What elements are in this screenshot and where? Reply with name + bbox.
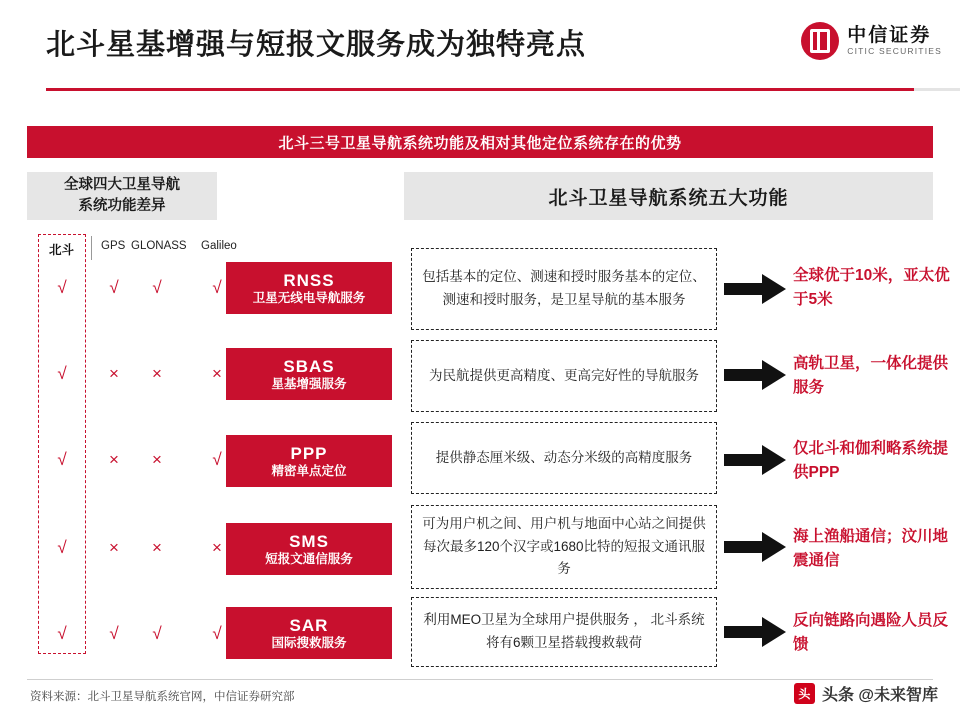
brand-name-cn: 中信证券 <box>847 24 932 46</box>
column-header-galileo: Galileo <box>201 240 237 252</box>
service-outcome-sar: 反向链路向遇险人员反馈 <box>793 612 949 654</box>
brand-logo-text <box>847 26 942 56</box>
service-en-sar: SAR <box>289 615 329 635</box>
cell-ppp-galileo: √ <box>212 450 222 469</box>
cell-ppp-beidou: √ <box>57 450 67 469</box>
footer-divider <box>27 679 933 680</box>
service-cn-sms: 短报文通信服务 <box>265 551 353 566</box>
service-cn-rnss: 卫星无线电导航服务 <box>252 290 366 305</box>
right-section-title: 北斗卫星导航系统五大功能 <box>404 172 933 220</box>
cell-sbas-galileo: × <box>212 364 222 383</box>
cell-sms-glonass: × <box>152 538 162 557</box>
service-cn-sar: 国际搜救服务 <box>271 635 347 650</box>
service-label-sbas <box>226 348 392 400</box>
comparison-matrix <box>27 232 252 660</box>
cell-sar-beidou: √ <box>57 624 67 643</box>
service-label-sar <box>226 607 392 659</box>
brand-name-en: CITIC SECURITIES <box>847 45 942 56</box>
slide-header <box>0 0 960 88</box>
service-en-sms: SMS <box>289 531 329 551</box>
cell-rnss-gps: √ <box>109 278 119 297</box>
service-desc-sbas: 为民航提供更高精度、更高完好性的导航服务 <box>411 340 717 412</box>
service-outcome-ppp: 仅北斗和伽利略系统提供PPP <box>793 440 949 482</box>
cell-sms-galileo: × <box>212 538 222 557</box>
cell-rnss-galileo: √ <box>212 278 222 297</box>
service-cn-ppp: 精密单点定位 <box>271 463 347 478</box>
service-en-rnss: RNSS <box>283 270 335 290</box>
service-label-ppp <box>226 435 392 487</box>
service-en-ppp: PPP <box>290 443 328 463</box>
source-note: 资料来源：北斗卫星导航系统官网，中信证券研究部 <box>30 691 295 703</box>
citic-logo-icon <box>801 22 839 60</box>
service-outcome-sbas: 高轨卫星，一体化提供服务 <box>793 355 949 397</box>
cell-sms-beidou: √ <box>57 538 67 557</box>
left-section-title-line1: 全球四大卫星导航 <box>64 176 180 193</box>
watermark-badge-icon: 头 <box>794 683 815 704</box>
cell-sar-galileo: √ <box>212 624 222 643</box>
cell-sbas-gps: × <box>109 364 119 383</box>
service-outcome-rnss: 全球优于10米，亚太优于5米 <box>793 267 950 309</box>
column-header-glonass: GLONASS <box>131 240 187 252</box>
cell-rnss-beidou: √ <box>57 278 67 297</box>
service-label-rnss <box>226 262 392 314</box>
watermark-text: 头条 @未来智库 <box>821 687 938 704</box>
left-section-title <box>27 172 217 220</box>
cell-rnss-glonass: √ <box>152 278 162 297</box>
cell-sbas-glonass: × <box>152 364 162 383</box>
header-divider-tail <box>914 88 960 91</box>
cell-ppp-gps: × <box>109 450 119 469</box>
service-desc-ppp: 提供静态厘米级、动态分米级的高精度服务 <box>411 422 717 494</box>
cell-sms-gps: × <box>109 538 119 557</box>
column-header-beidou: 北斗 <box>49 243 75 257</box>
page-title: 北斗星基增强与短报文服务成为独特亮点 <box>46 29 587 61</box>
header-divider <box>46 88 914 91</box>
cell-sar-glonass: √ <box>152 624 162 643</box>
arrow-icon-rnss <box>724 274 786 304</box>
cell-ppp-glonass: × <box>152 450 162 469</box>
arrow-icon-sar <box>724 617 786 647</box>
service-desc-rnss: 包括基本的定位、测速和授时服务基本的定位、测速和授时服务，是卫星导航的基本服务 <box>411 248 717 330</box>
column-header-gps: GPS <box>101 240 126 252</box>
left-section-title-line2: 系统功能差异 <box>78 198 166 214</box>
brand-logo <box>801 22 942 60</box>
service-desc-sms: 可为用户机之间、用户机与地面中心站之间提供每次最多120个汉字或1680比特的短报文通讯服务 <box>411 505 717 589</box>
arrow-icon-ppp <box>724 445 786 475</box>
cell-sar-gps: √ <box>109 624 119 643</box>
watermark <box>794 682 938 705</box>
service-cn-sbas: 星基增强服务 <box>271 376 347 391</box>
service-outcome-sms: 海上渔船通信；汶川地震通信 <box>793 528 949 570</box>
chart-banner-title: 北斗三号卫星导航系统功能及相对其他定位系统存在的优势 <box>27 126 933 158</box>
service-en-sbas: SBAS <box>283 356 335 376</box>
cell-sbas-beidou: √ <box>57 364 67 383</box>
service-desc-sar: 利用MEO卫星为全球用户提供服务 ， 北斗系统将有6颗卫星搭载搜救载荷 <box>411 597 717 667</box>
arrow-icon-sms <box>724 532 786 562</box>
column-divider <box>91 236 92 260</box>
service-label-sms <box>226 523 392 575</box>
arrow-icon-sbas <box>724 360 786 390</box>
